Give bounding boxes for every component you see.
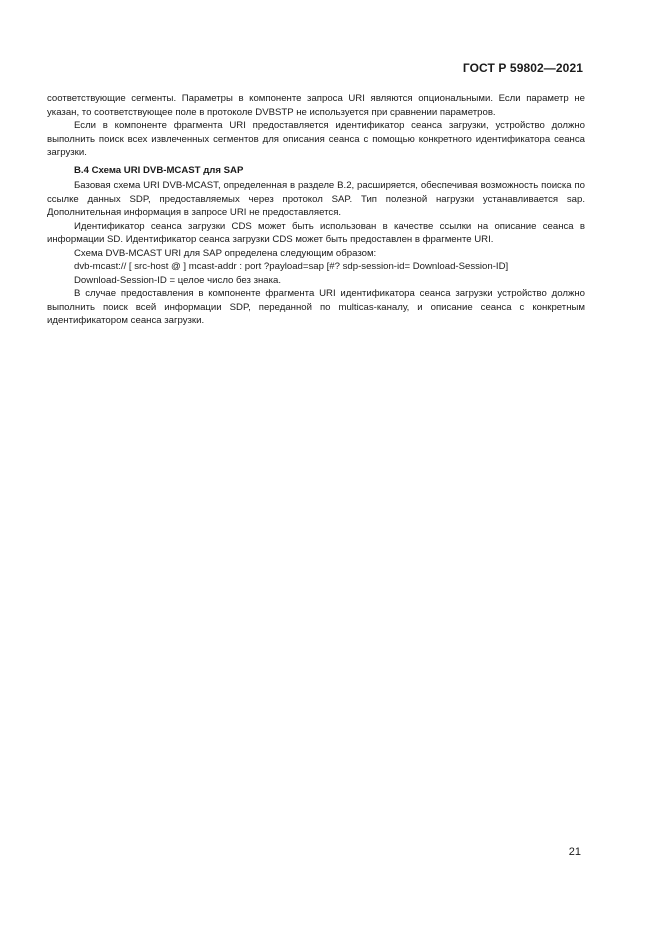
document-body [47, 92, 585, 328]
paragraph-base-scheme: Базовая схема URI DVB-MCAST, определенная в разделе В.2, расширяется, обеспечивая возможность поиска по ссылке данных SDP, предоставляемых через протокол SAP. Тип полезной нагрузки устанавливается sap. Дополнительная информация в запросе URI не предоставляется. [47, 180, 585, 218]
uri-syntax-line: dvb-mcast:// [ src-host @ ] mcast-addr : port ?payload=sap [#? sdp-session-id= Download-Session-ID] [74, 261, 509, 272]
paragraph-cds-session-id: Идентификатор сеанса загрузки CDS может быть использован в качестве ссылки на описание сеанса в информации SD. Идентификатор сеанса загрузки CDS может быть предоставлен в фрагменте URI. [47, 220, 585, 245]
session-id-definition: Download-Session-ID = целое число без знака. [74, 274, 282, 286]
standard-code-header: ГОСТ Р 59802—2021 [462, 61, 583, 75]
paragraph-scheme-definition-intro: Схема DVB-MCAST URI для SAP определена следующим образом: [74, 247, 377, 259]
paragraph-sdp-search: В случае предоставления в компоненте фрагмента URI идентификатора сеанса загрузки устройство должно выполнить поиск всей информации SDP, переданной по multicas-каналу, и описание сеанса с конкретным идентификатором сеанса загрузки. [47, 288, 585, 326]
page-number: 21 [568, 846, 581, 858]
section-heading: В.4 Схема URI DVB-MCAST для SAP [74, 164, 244, 176]
paragraph-continuation: соответствующие сегменты. Параметры в компоненте запроса URI являются опциональными. Если параметр не указан, то соответствующее поле в протоколе DVBSTP не используется при сравнении параметров. [47, 93, 585, 118]
paragraph-fragment-session-id: Если в компоненте фрагмента URI предоставляется идентификатор сеанса загрузки, устройство должно выполнить поиск всех извлеченных сегментов для описания сеанса с помощью конкретного идентификатора сеанса загрузки. [47, 120, 585, 158]
